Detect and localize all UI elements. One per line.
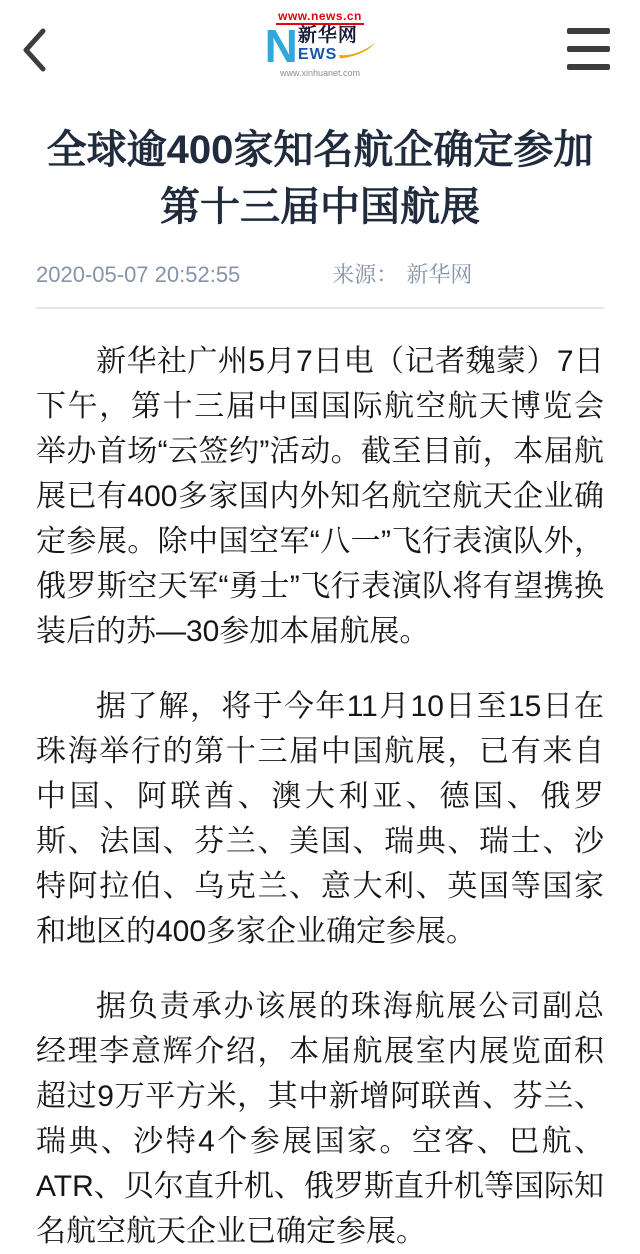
- logo-chinese-name: 新华网: [297, 25, 358, 46]
- back-button[interactable]: [12, 27, 56, 77]
- publish-time: 2020-05-07 20:52:55: [36, 262, 241, 287]
- top-bar: [0, 7, 640, 99]
- article-title: 全球逾400家知名航企确定参加第十三届中国航展: [46, 128, 594, 229]
- chevron-left-icon: [20, 27, 48, 78]
- xinhuanet-logo[interactable]: [250, 7, 390, 78]
- article-page: [0, 122, 640, 1254]
- paragraph: 据了解，将于今年11月10日至15日在珠海举行的第十三届中国航展，已有来自中国、阿联酋、澳大利亚、德国、俄罗斯、法国、芬兰、美国、瑞典、瑞士、沙特阿拉伯、乌克兰、意大利、英国等国家和地区的400多家企业确定参展。: [36, 690, 604, 948]
- paragraph: 据负责承办该展的珠海航展公司副总经理李意辉介绍，本届航展室内展览面积超过9万平方米，其中新增阿联酋、芬兰、瑞典、沙特4个参展国家。空客、巴航、ATR、贝尔直升机、俄罗斯直升机等国际知名航空航天企业已确定参展。: [36, 990, 604, 1248]
- paragraph: 新华社广州5月7日电（记者魏蒙）7日下午，第十三届中国国际航空航天博览会举办首场“云签约”活动。截至目前，本届航展已有400多家国内外知名航空航天企业确定参展。除中国空军“八一”飞行表演队外，俄罗斯空天军“勇士”飞行表演队将有望携换装后的苏—30参加本届航展。: [36, 345, 604, 648]
- logo-news-url: www.news.cn: [278, 9, 362, 23]
- swoosh-icon: [339, 43, 375, 63]
- article-body: [36, 339, 604, 1254]
- source-value: 新华网: [406, 262, 473, 287]
- article-meta: [36, 262, 604, 288]
- logo-xinhuanet-url: www.xinhuanet.com: [279, 68, 361, 78]
- source-label: 来源：: [332, 262, 399, 287]
- logo-ews-text: EWS: [297, 46, 338, 63]
- logo-mark: [250, 20, 390, 72]
- hamburger-icon: [567, 28, 610, 70]
- logo-n-letter: N: [264, 20, 296, 72]
- menu-button[interactable]: [567, 28, 610, 70]
- meta-divider: [36, 307, 604, 309]
